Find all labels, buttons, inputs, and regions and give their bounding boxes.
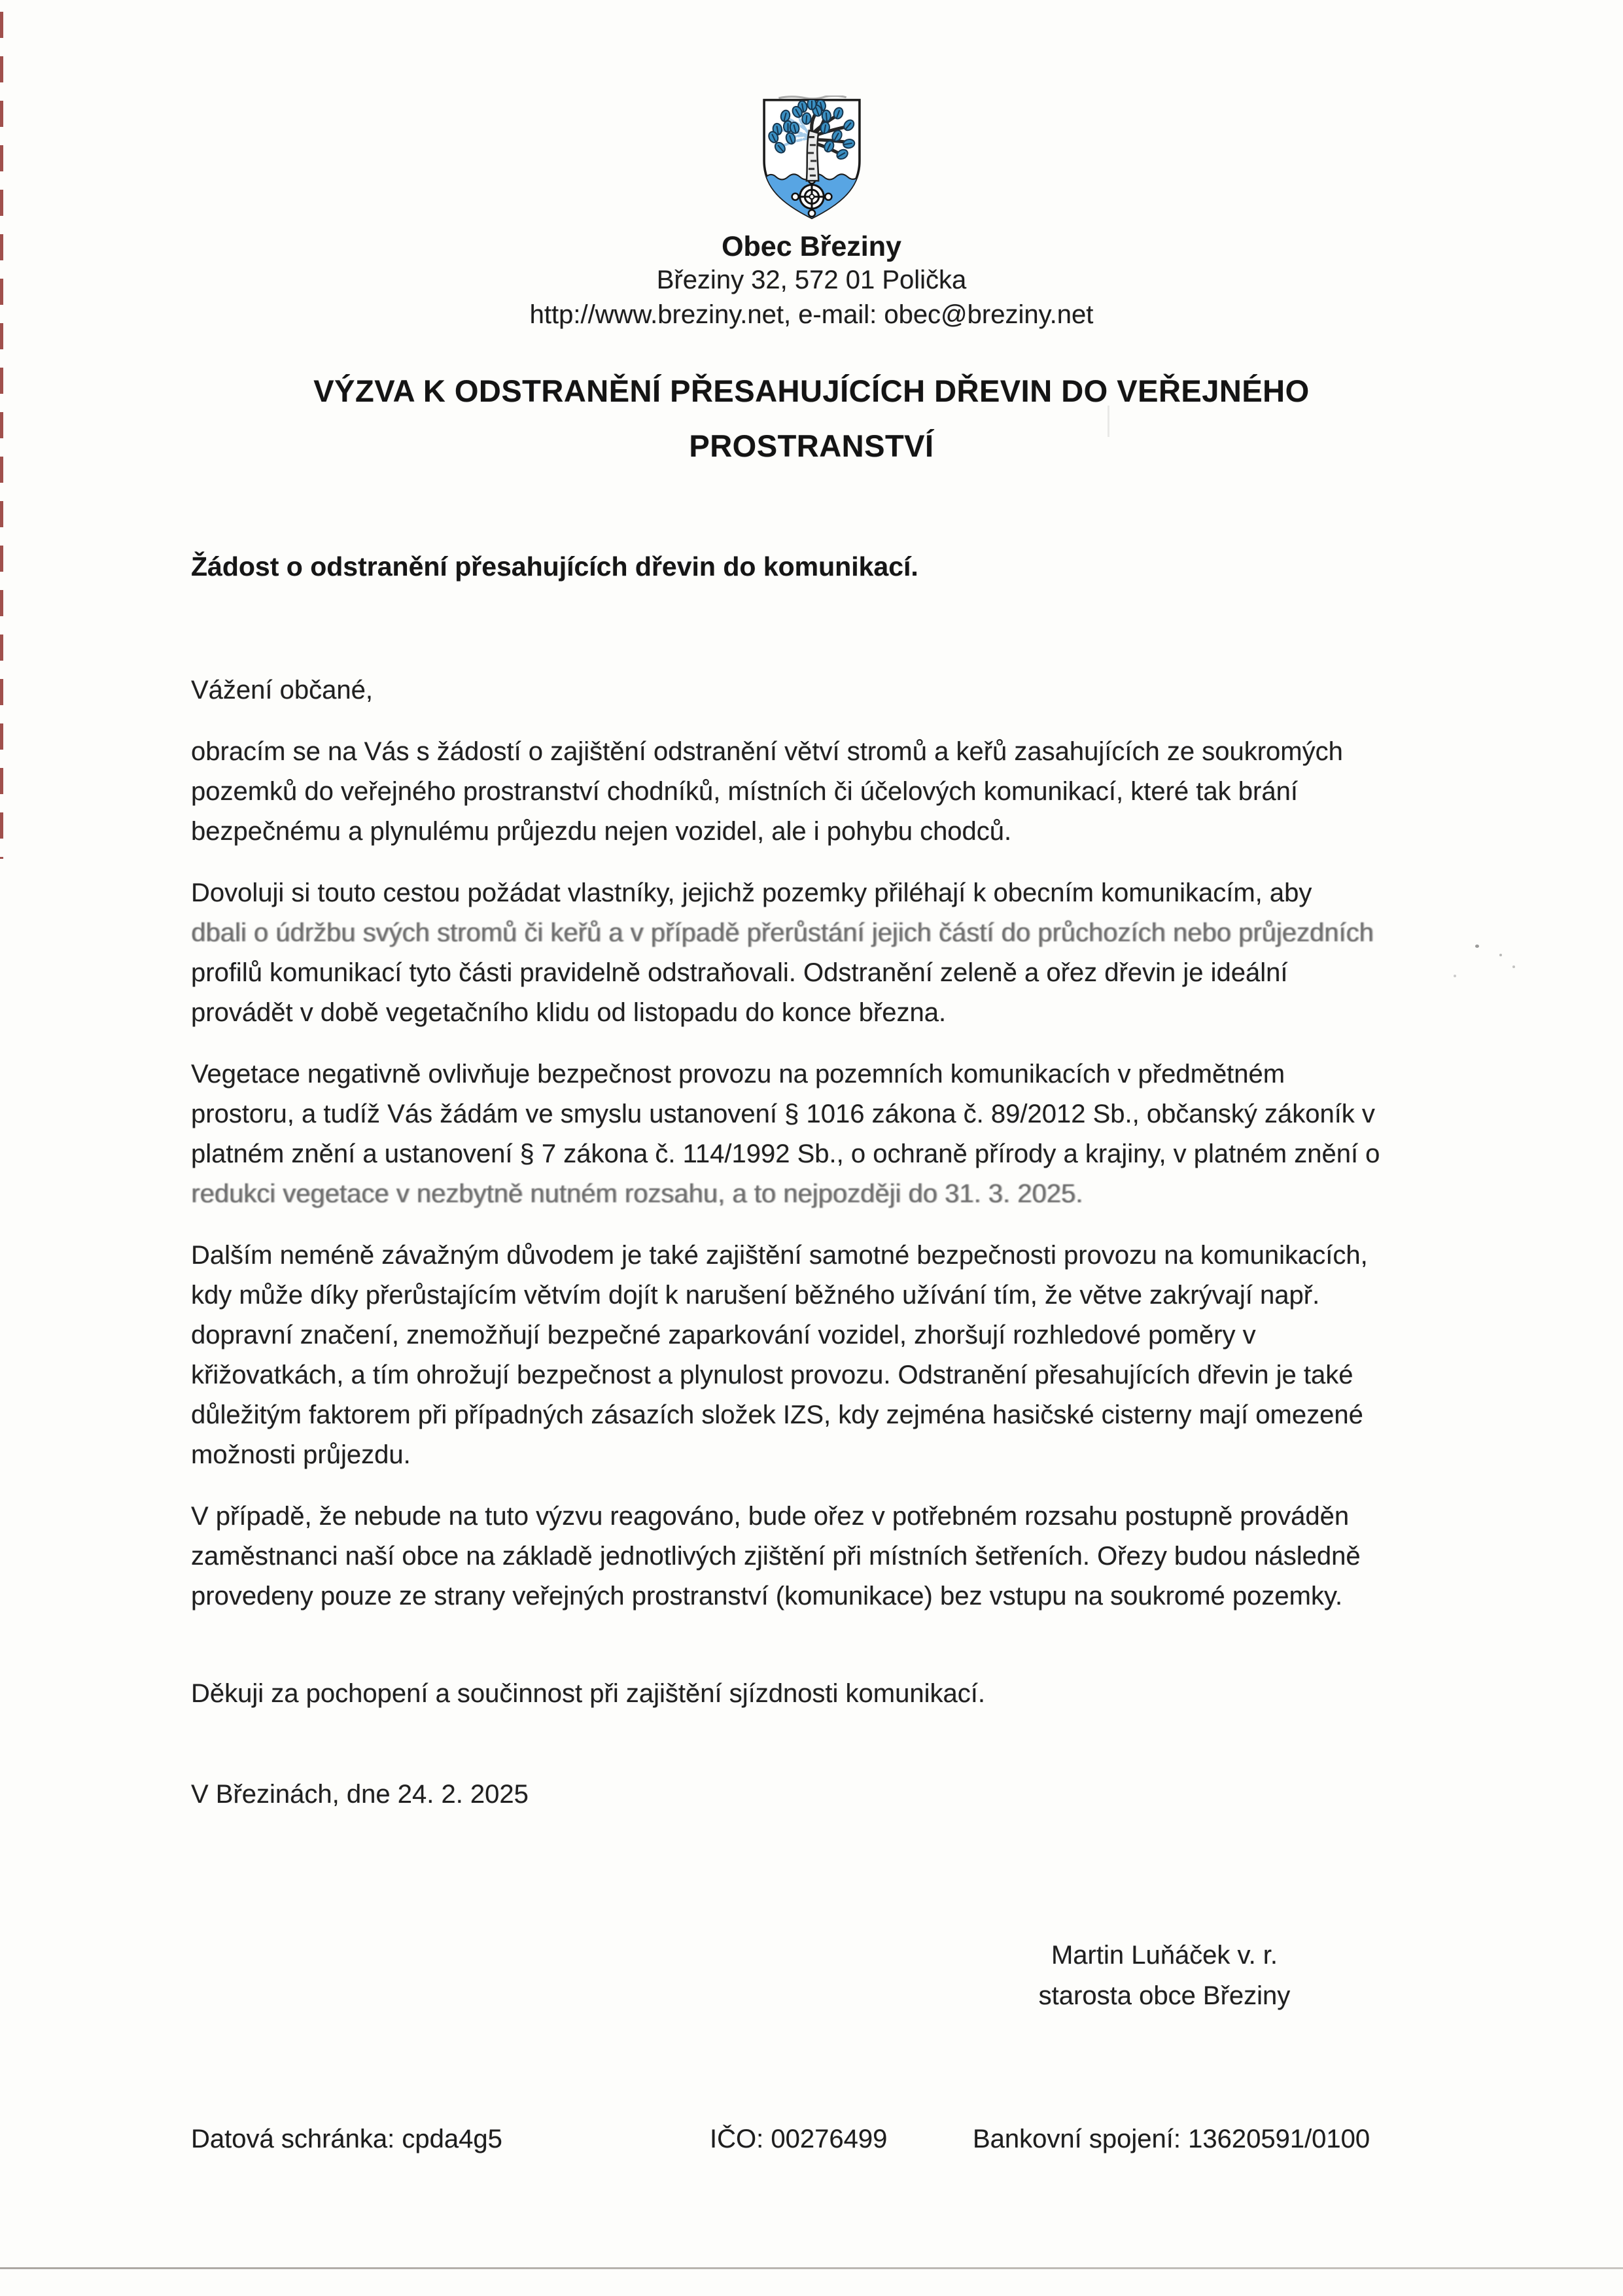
scan-noise-speck (1475, 945, 1479, 948)
scan-noise-speck (1512, 965, 1515, 968)
body-line-faded: redukci vegetace v nezbytně nutném rozsahu, a to nejpozději do 31. 3. 2025. (191, 1179, 1083, 1208)
document-title (0, 364, 1623, 474)
body-line: Dalším neméně závažným důvodem je také zajištění samotné bezpečnosti provozu na komunikacích, (191, 1241, 1368, 1270)
signature-block (1007, 1935, 1321, 2016)
org-contact: http://www.breziny.net, e-mail: obec@breziny.net (529, 300, 1094, 329)
body-line: zaměstnanci naší obce na základě jednotlivých zjištění při místních šetřeních. Ořezy budou následně (191, 1542, 1361, 1571)
paragraph (191, 1236, 1454, 1475)
body-line: důležitým faktorem při případných zásazích složek IZS, kdy zejména hasičské cisterny mají omezené (191, 1400, 1363, 1429)
date-place-line (191, 1775, 1454, 1815)
body-line: provedeny pouze ze strany veřejných prostranství (komunikace) bez vstupu na soukromé pozemky. (191, 1582, 1343, 1610)
body-line: pozemků do veřejného prostranství chodníků, místních či účelových komunikací, které tak brání (191, 777, 1298, 806)
body-line: provádět v době vegetačního klidu od listopadu do konce března. (191, 998, 947, 1027)
body-line: Vegetace negativně ovlivňuje bezpečnost provozu na pozemních komunikacích v předmětném (191, 1060, 1285, 1088)
body-line: možnosti průjezdu. (191, 1440, 411, 1469)
body-line: Vážení občané, (191, 676, 373, 704)
body-line: V případě, že nebude na tuto výzvu reagováno, bude ořez v potřebném rozsahu postupně prováděn (191, 1502, 1350, 1531)
body-line: Děkuji za pochopení a součinnost při zajištění sjízdnosti komunikací. (191, 1679, 985, 1708)
paragraph (191, 1497, 1454, 1616)
body-line: bezpečnému a plynulému průjezdu nejen vozidel, ale i pohybu chodců. (191, 817, 1012, 846)
body-line: prostoru, a tudíž Vás žádám ve smyslu ustanovení § 1016 zákona č. 89/2012 Sb., občanský zákoník v (191, 1100, 1375, 1128)
signature-name: Martin Luňáček v. r. (1051, 1941, 1278, 1970)
document-title-line-2: PROSTRANSTVÍ (689, 428, 934, 463)
document-title-line-1: VÝZVA K ODSTRANĚNÍ PŘESAHUJÍCÍCH DŘEVIN DO VEŘEJNÉHO (313, 374, 1310, 408)
body-line: obracím se na Vás s žádostí o zajištění odstranění větví stromů a keřů zasahujících ze soukromých (191, 737, 1343, 766)
body-line: profilů komunikací tyto části pravidelně odstraňovali. Odstranění zeleně a ořez dřevin je ideální (191, 958, 1288, 987)
body-line-faded: dbali o údržbu svých stromů či keřů a v případě přerůstání jejich částí do průchozích nebo průjezdních (191, 918, 1374, 947)
footer-company-id: IČO: 00276499 (710, 2125, 888, 2153)
scan-noise-speck (1499, 954, 1502, 956)
salutation (191, 670, 1454, 710)
body-line: kdy může díky přerůstajícím větvím dojít k narušení běžného užívání tím, že větve zakrývají např. (191, 1281, 1320, 1310)
crest-top-smudge (778, 96, 846, 98)
signature-role: starosta obce Březiny (1038, 1981, 1291, 2010)
org-name: Obec Březiny (722, 231, 901, 262)
subject-line: Žádost o odstranění přesahujících dřevin do komunikací. (191, 551, 918, 582)
municipal-coat-of-arms-icon (760, 96, 864, 224)
closing-paragraph (191, 1674, 1454, 1714)
letterhead (0, 96, 1623, 332)
body-line: platném znění a ustanovení § 7 zákona č. 114/1992 Sb., o ochraně přírody a krajiny, v platném znění o (191, 1139, 1380, 1168)
paragraph (191, 1054, 1454, 1214)
body-line: V Březinách, dne 24. 2. 2025 (191, 1780, 529, 1809)
body-line: křižovatkách, a tím ohrožují bezpečnost a plynulost provozu. Odstranění přesahujících dřevin je také (191, 1361, 1353, 1389)
scan-noise-speck (1454, 975, 1456, 977)
paragraph (191, 732, 1454, 852)
scan-bottom-line-artifact (0, 2267, 1623, 2269)
body-line: dopravní značení, znemožňují bezpečné zaparkování vozidel, zhoršují rozhledové poměry v (191, 1321, 1256, 1349)
paragraph (191, 873, 1454, 1033)
footer-bank-account: Bankovní spojení: 13620591/0100 (973, 2125, 1370, 2153)
body-line: Dovoluji si touto cestou požádat vlastníky, jejichž pozemky přiléhají k obecním komunikacím, aby (191, 878, 1312, 907)
org-address: Březiny 32, 572 01 Polička (656, 266, 967, 294)
footer-databox: Datová schránka: cpda4g5 (191, 2125, 502, 2153)
letter-body (191, 670, 1454, 1836)
